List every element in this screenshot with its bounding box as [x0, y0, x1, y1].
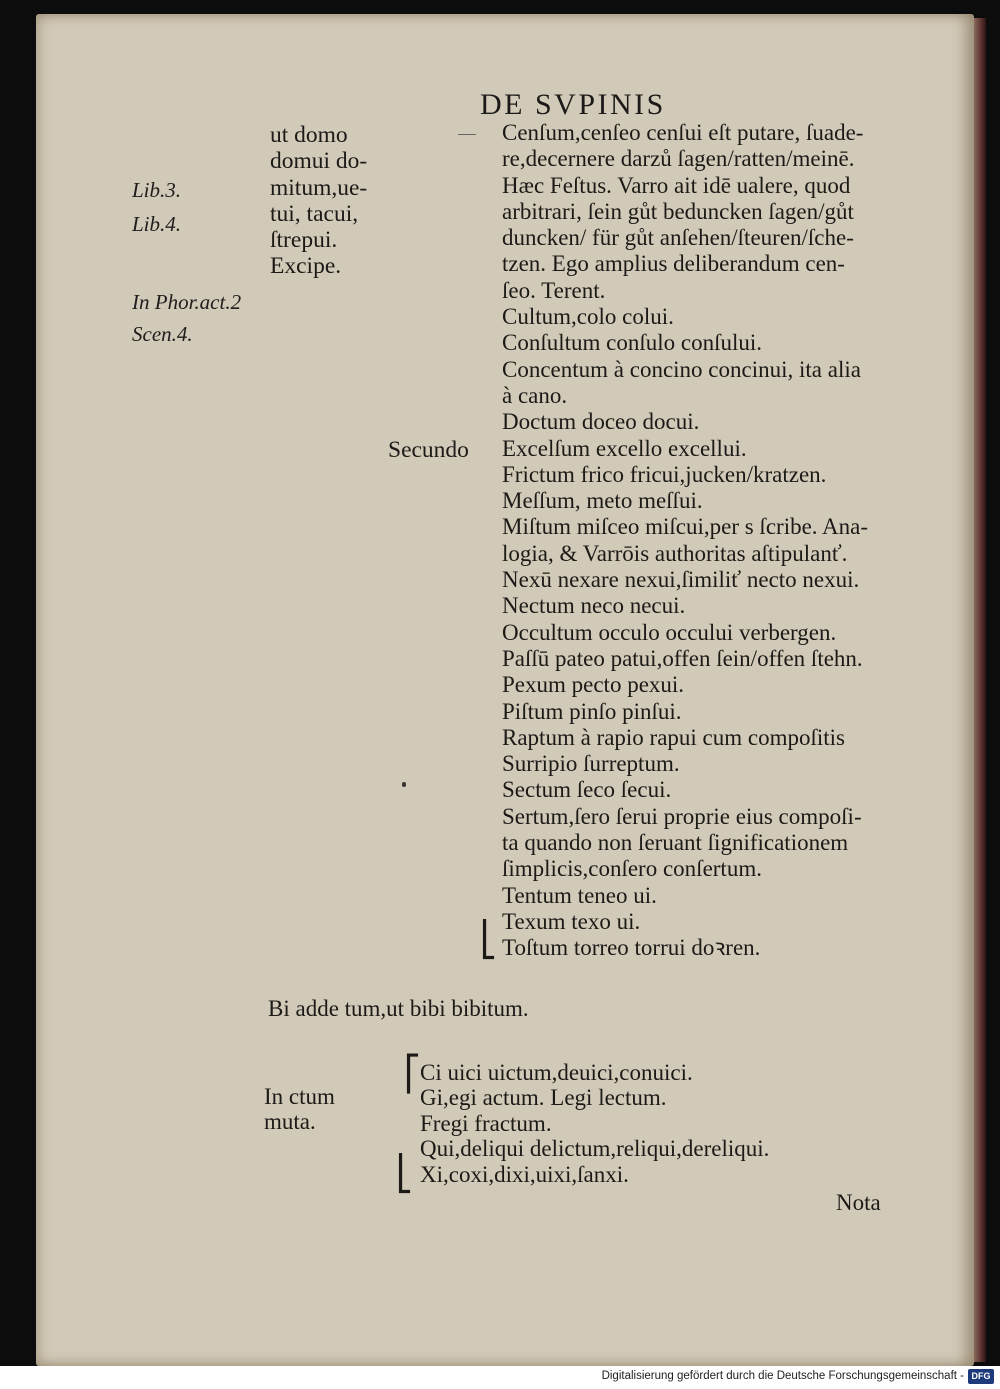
- left-line: mitum,ue-: [270, 174, 368, 201]
- margin-note-phormio: In Phor.act.2: [132, 290, 242, 314]
- dfg-logo-icon[interactable]: DFG: [968, 1369, 994, 1384]
- text-line: Occultum occulo occului verbergen.: [502, 619, 837, 645]
- text-line: ſeo. Terent.: [502, 277, 606, 303]
- bracket-top-lower: ⎡: [404, 1056, 421, 1093]
- in-label-line: muta.: [264, 1109, 316, 1134]
- lower-line: Ci uici uictum,deuici,conuici.: [420, 1060, 693, 1085]
- text-line: duncken/ für gůt anſehen/ſteuren/ſche-: [502, 225, 854, 251]
- text-line: Frictum frico fricui,jucken/kratzen.: [502, 461, 827, 487]
- text-line: ſimplicis,conſero conſertum.: [502, 856, 762, 882]
- text-line: Sertum,ſero ſerui proprie eius compoſi-: [502, 803, 862, 829]
- secundo-label: Secundo: [388, 437, 469, 463]
- text-line: logia, & Varrōis authoritas aſtipulanť.: [502, 540, 848, 566]
- text-line: Raptum à rapio rapui cum compoſitis: [502, 724, 846, 750]
- text-line: Toſtum torreo torrui doꝛren.: [502, 935, 761, 961]
- lower-line: Xi,coxi,dixi,uixi,ſanxi.: [420, 1161, 629, 1187]
- text-line: Sectum ſeco ſecui.: [502, 777, 672, 803]
- text-line: Miſtum miſceo miſcui,per s ſcribe. Ana-: [502, 514, 869, 540]
- lower-line: Fregi fractum.: [420, 1110, 552, 1136]
- bracket-bottom-main: ⎣: [480, 922, 497, 959]
- text-line: Cenſum,cenſeo cenſui eſt putare, ſuade-: [502, 120, 864, 145]
- lower-line: Qui,deliqui delictum,reliqui,dereliqui.: [420, 1136, 770, 1162]
- ink-dot: [402, 782, 406, 787]
- text-line: ta quando non ſeruant ſignificationem: [502, 830, 849, 856]
- bi-rule-line: Bi adde tum,ut bibi bibitum.: [268, 996, 529, 1021]
- lower-column: [420, 1060, 769, 1187]
- text-line: re,decernere darzů ſagen/ratten/meinē.: [502, 146, 855, 172]
- bracket-bottom-lower: ⎣: [396, 1156, 413, 1193]
- in-label-line: In ctum: [264, 1084, 335, 1109]
- margin-note-lib3: Lib.3.: [132, 178, 182, 202]
- page-header: DE SVPINIS: [480, 88, 666, 121]
- text-line: tzen. Ego amplius deliberandum cen-: [502, 251, 845, 277]
- text-line: à cano.: [502, 382, 568, 408]
- margin-note-scene: Scen.4.: [132, 322, 193, 346]
- main-column: [502, 120, 868, 962]
- footer-credit: Digitalisierung gefördert durch die Deutsche Forschungsgemeinschaft -: [601, 1370, 964, 1382]
- left-column: [270, 122, 367, 280]
- text-line: Nectum neco necui.: [502, 593, 686, 619]
- catchword: Nota: [836, 1190, 881, 1215]
- text-line: Excelſum excello excellui.: [502, 435, 747, 461]
- footer-bar: [0, 1366, 1000, 1389]
- text-line: Cultum,colo colui.: [502, 304, 674, 330]
- text-line: Doctum doceo docui.: [502, 409, 700, 435]
- margin-note-lib4: Lib.4.: [132, 212, 182, 236]
- rule-dash: [458, 134, 476, 135]
- left-line: tui, tacui,: [270, 200, 359, 227]
- left-line: domui do-: [270, 148, 368, 175]
- text-line: Hæc Feſtus. Varro ait idē ualere, quod: [502, 172, 851, 198]
- text-line: Texum texo ui.: [502, 908, 641, 934]
- text-line: Meſſum, meto meſſui.: [502, 488, 703, 514]
- text-line: Conſultum conſulo conſului.: [502, 330, 763, 356]
- left-line: ut domo: [270, 122, 348, 148]
- text-line: Concentum à concino concinui, ita alia: [502, 356, 861, 382]
- text-line: Tentum teneo ui.: [502, 882, 657, 908]
- lower-line: Gi,egi actum. Legi lectum.: [420, 1085, 667, 1111]
- text-line: Nexū nexare nexui,ſimiliť necto nexui.: [502, 567, 860, 593]
- page-edge: [974, 18, 986, 1362]
- text-line: Surripio ſurreptum.: [502, 751, 680, 777]
- in-ctum-label: [264, 1084, 335, 1134]
- text-line: arbitrari, ſein gůt beduncken ſagen/gůt: [502, 198, 854, 224]
- text-line: Paſſū pateo patui,offen ſein/offen ſtehn.: [502, 645, 863, 671]
- left-line: Excipe.: [270, 253, 342, 280]
- text-line: Pexum pecto pexui.: [502, 672, 685, 698]
- left-line: ſtrepui.: [270, 227, 338, 254]
- text-line: Piſtum pinſo pinſui.: [502, 698, 682, 724]
